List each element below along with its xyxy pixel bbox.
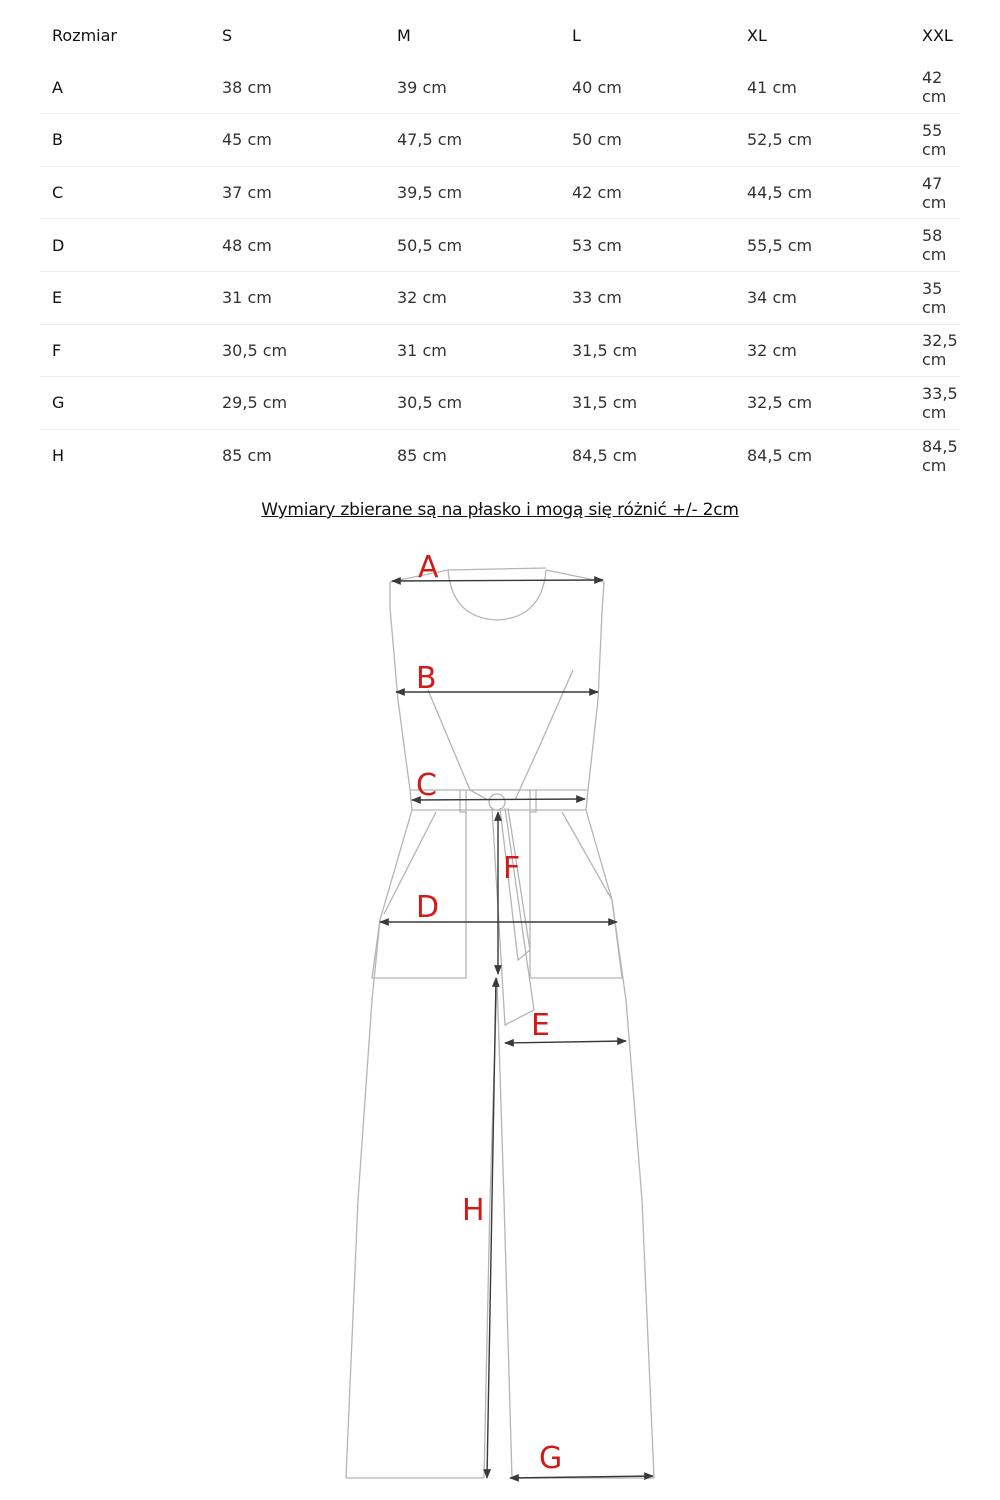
wrap-line-left (428, 690, 488, 800)
header-cell: L (572, 26, 581, 46)
table-cell: 85 cm (397, 446, 447, 466)
table-cell: 33 cm (572, 288, 622, 308)
table-cell: 40 cm (572, 77, 622, 97)
table-cell: 38 cm (222, 77, 272, 97)
table-cell: 84,5 cm (747, 446, 813, 466)
table-cell: 55,5 cm (747, 235, 813, 255)
bodice-right-edge (586, 582, 604, 810)
table-cell: 84,5 cm (922, 436, 958, 475)
table-cell: 84,5 cm (572, 446, 638, 466)
marker-c: C (416, 768, 437, 803)
marker-b: B (416, 661, 437, 696)
row-label: F (52, 340, 62, 360)
header-cell: Rozmiar (52, 26, 117, 46)
measurement-lines (380, 580, 653, 1478)
header-cell: XL (747, 26, 767, 46)
size-chart-table (40, 10, 960, 481)
header-cell: XXL (922, 26, 953, 46)
left-leg-outer (346, 920, 380, 1478)
table-cell: 32 cm (747, 340, 797, 360)
table-row (40, 219, 960, 272)
table-cell: 39,5 cm (397, 183, 463, 203)
row-label: D (52, 235, 65, 255)
table-cell: 31,5 cm (572, 393, 638, 413)
table-cell: 44,5 cm (747, 183, 813, 203)
table-cell: 32 cm (397, 288, 447, 308)
table-cell: 55 cm (922, 120, 947, 159)
belt-loop-right (530, 790, 536, 812)
table-cell: 29,5 cm (222, 393, 288, 413)
table-row (40, 166, 960, 219)
table-cell: 52,5 cm (747, 130, 813, 150)
table-cell: 31 cm (222, 288, 272, 308)
row-label: B (52, 130, 63, 150)
marker-a: A (418, 550, 439, 585)
header-cell: M (397, 26, 411, 46)
table-cell: 53 cm (572, 235, 622, 255)
table-cell: 50 cm (572, 130, 622, 150)
measure-c-line (412, 799, 585, 800)
table-cell: 41 cm (747, 77, 797, 97)
header-cell: S (222, 26, 233, 46)
table-cell: 42 cm (572, 183, 622, 203)
table-header-row (40, 10, 960, 62)
row-label: E (52, 288, 63, 308)
marker-g: G (539, 1441, 563, 1476)
marker-f: F (503, 851, 521, 886)
marker-h: H (462, 1193, 485, 1228)
table-cell: 37 cm (222, 183, 272, 203)
table-cell: 31 cm (397, 340, 447, 360)
table-cell: 33,5 cm (922, 383, 958, 422)
measure-e-line (505, 1041, 626, 1043)
table-row (40, 429, 960, 481)
table-cell: 34 cm (747, 288, 797, 308)
marker-d: D (416, 890, 440, 925)
table-cell: 48 cm (222, 235, 272, 255)
table-row (40, 377, 960, 430)
table-row (40, 271, 960, 324)
bodice-left-edge (390, 582, 412, 810)
neckline (448, 568, 546, 620)
row-label: H (52, 446, 65, 466)
measurement-note: Wymiary zbierane są na płasko i mogą się różnić +/- 2cm (261, 500, 739, 520)
table-cell: 32,5 cm (747, 393, 813, 413)
table-row (40, 62, 960, 114)
row-label: C (52, 183, 64, 203)
table-cell: 30,5 cm (397, 393, 463, 413)
pocket-opening-right (562, 812, 612, 900)
table-cell: 31,5 cm (572, 340, 638, 360)
table-row (40, 324, 960, 377)
table-cell: 85 cm (222, 446, 272, 466)
table-cell: 35 cm (922, 278, 947, 317)
marker-e: E (531, 1008, 550, 1043)
table-cell: 39 cm (397, 77, 447, 97)
table-cell: 47 cm (922, 173, 947, 212)
table-cell: 42 cm (922, 68, 947, 107)
measure-h-line (487, 978, 496, 1478)
belt-loop-left (460, 790, 466, 812)
table-cell: 58 cm (922, 226, 947, 265)
row-label: A (52, 77, 63, 97)
table-cell: 30,5 cm (222, 340, 288, 360)
jumpsuit-diagram (0, 540, 1000, 1500)
wrap-line-right (515, 670, 573, 800)
table-cell: 45 cm (222, 130, 272, 150)
belt-knot (489, 794, 505, 810)
garment-outline (346, 568, 654, 1478)
table-cell: 47,5 cm (397, 130, 463, 150)
table-row (40, 114, 960, 167)
table-cell: 50,5 cm (397, 235, 463, 255)
row-label: G (52, 393, 65, 413)
table-cell: 32,5 cm (922, 331, 958, 370)
right-leg-outer (612, 900, 654, 1478)
